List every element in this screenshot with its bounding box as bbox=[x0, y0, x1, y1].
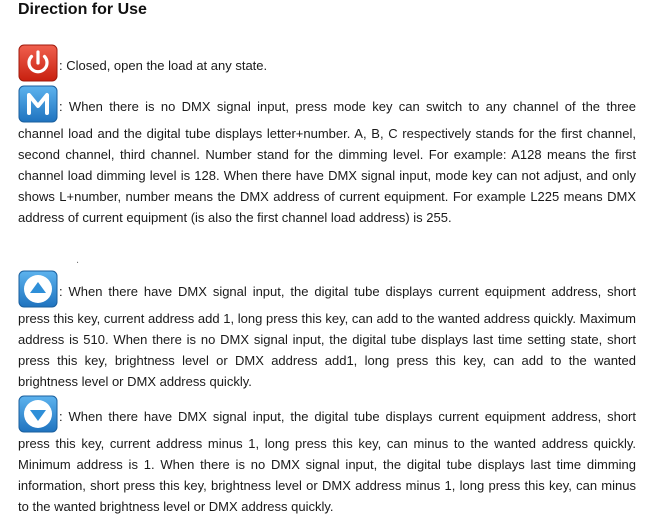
power-icon bbox=[18, 44, 58, 82]
stray-mark: . bbox=[76, 254, 80, 266]
power-paragraph bbox=[18, 44, 636, 82]
mode-paragraph bbox=[18, 85, 636, 228]
up-triangle-icon bbox=[18, 270, 58, 308]
mode-description: : When there is no DMX signal input, press mode key can switch to any channel of the three channel load and the digital tube displays letter+number. A, B, C respectively stands for the first channel, second channel, third channel. Number stand for the dimming level. For example: A128 means the first channel load dimming level is 128. When there have DMX signal input, mode key can not adjust, and only shows L+number, number means the DMX address of current equipment. For example L225 means DMX address of current equipment (is also the first channel load address) is 255. bbox=[18, 99, 636, 225]
mode-m-icon bbox=[18, 85, 58, 123]
down-paragraph bbox=[18, 395, 636, 517]
power-description: : Closed, open the load at any state. bbox=[59, 58, 268, 73]
up-paragraph bbox=[18, 270, 636, 392]
down-description: : When there have DMX signal input, the digital tube displays current equipment address, short press this key, current address minus 1, long press this key, can minus to the wanted address quickly. Minimum address is 1. When there is no DMX signal input, the digital tube displays last time dimming information, short press this key, brightness level or DMX address minus 1, long press this key, can minus to the wanted brightness level or DMX address quickly. bbox=[18, 409, 636, 514]
down-triangle-icon bbox=[18, 395, 58, 433]
page-title: Direction for Use bbox=[18, 1, 147, 18]
up-description: : When there have DMX signal input, the digital tube displays current equipment address, short press this key, current address add 1, long press this key, can add to the wanted address quickly. Maximum address is 510. When there is no DMX signal input, the digital tube displays last time setting state, short press this key, brightness level or DMX address add1, long press this key, can add to the wanted brightness level or DMX address quickly. bbox=[18, 284, 636, 389]
